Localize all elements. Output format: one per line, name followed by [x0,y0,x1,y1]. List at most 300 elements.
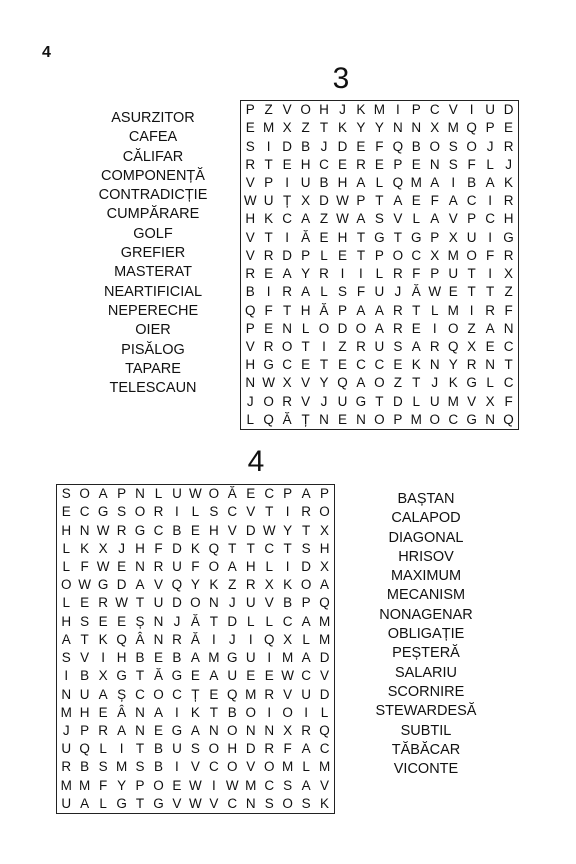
grid-letter: V [467,393,477,409]
grid-letter: N [153,631,164,647]
grid-letter: R [301,504,311,520]
grid-letter: O [466,247,477,263]
grid-letter: O [447,320,459,336]
grid-letter: U [466,229,477,245]
grid-letter: I [119,741,124,757]
grid-row [57,667,334,685]
grid-letter: Y [117,777,127,793]
grid-letter: S [80,613,90,629]
grid-letter: S [448,156,458,172]
grid-letter: Q [319,722,330,738]
grid-letter: V [80,650,90,666]
grid-letter: G [263,357,274,373]
grid-letter: X [98,540,108,556]
grid-letter: R [356,156,366,172]
grid-letter: R [153,504,164,520]
grid-letter: C [264,777,275,793]
grid-letter: O [134,504,146,520]
grid-letter: J [62,722,70,738]
grid-letter: R [429,338,440,354]
grid-letter: R [319,266,329,282]
grid-letter: C [282,613,293,629]
grid-letter: V [320,777,330,793]
grid-letter: V [245,174,255,190]
grid-letter: Â [135,631,145,647]
word-item: ASURZITOR [111,110,195,126]
grid-letter: J [486,138,494,154]
grid-letter: E [337,357,347,373]
grid-letter: E [153,722,163,738]
grid-letter: W [336,211,349,227]
grid-letter: I [322,338,326,354]
grid-letter: N [429,357,440,373]
grid-letter: A [356,174,366,190]
grid-letter: M [115,759,128,775]
grid-letter: S [264,795,274,811]
grid-letter: V [448,102,458,118]
grid-letter: U [263,193,274,209]
grid-letter: I [488,229,492,245]
grid-letter: N [208,595,219,611]
grid-letter: W [262,522,276,538]
grid-letter: D [245,522,256,538]
puzzle-number-4: 4 [247,445,265,478]
grid-letter: W [428,284,442,300]
grid-letter: X [430,120,440,136]
word-item: CUMPĂRARE [106,206,200,223]
grid-letter: N [61,686,72,702]
grid-letter: O [227,759,238,775]
grid-letter: R [466,357,477,373]
grid-letter: F [467,156,476,172]
grid-letter: Ă [411,284,421,300]
grid-letter: B [135,650,145,666]
grid-letter: R [392,320,403,336]
grid-letter: R [503,193,514,209]
grid-letter: O [190,595,201,611]
grid-letter: X [430,247,440,263]
grid-letter: D [503,102,514,118]
grid-letter: K [190,704,200,720]
grid-letter: T [504,357,513,373]
grid-letter: G [503,229,514,245]
grid-row [241,192,518,210]
grid-letter: Q [171,577,183,593]
grid-letter: I [285,174,289,190]
grid-letter: M [447,120,459,136]
grid-letter: V [245,338,255,354]
grid-letter: R [485,302,495,318]
grid-letter: E [337,247,347,263]
grid-letter: W [336,193,349,209]
grid-letter: E [393,357,403,373]
grid-letter: N [503,320,514,336]
grid-letter: E [190,522,200,538]
grid-letter: W [189,795,202,811]
grid-letter: N [153,613,164,629]
grid-letter: M [318,759,331,775]
grid-letter: Y [319,375,329,391]
grid-letter: M [282,759,294,775]
grid-letter: W [243,193,257,209]
grid-letter: E [264,320,274,336]
grid-letter: A [356,302,366,318]
grid-row [241,138,518,156]
grid-row [241,302,518,320]
grid-letter: A [485,320,495,336]
grid-row [241,119,518,137]
grid-letter: K [80,540,90,556]
grid-letter: T [485,284,495,300]
grid-letter: T [135,668,145,684]
page-number: 4 [42,44,51,61]
grid-letter: P [301,595,311,611]
grid-row [57,503,334,521]
grid-letter: Ă [282,411,292,427]
grid-letter: B [227,704,237,720]
grid-letter: Z [319,211,329,227]
grid-letter: Ț [191,686,200,702]
grid-letter: R [301,722,311,738]
grid-letter: E [337,411,347,427]
grid-letter: Q [466,120,477,136]
grid-letter: O [263,393,274,409]
grid-letter: O [282,704,293,720]
grid-letter: C [208,759,219,775]
grid-letter: F [430,193,439,209]
grid-letter: S [393,338,403,354]
word-item: CALAPOD [391,510,461,527]
grid-letter: W [115,595,128,611]
grid-letter: J [228,595,236,611]
grid-letter: E [264,266,274,282]
grid-letter: E [448,284,458,300]
word-item: HRISOV [398,548,454,565]
grid-letter: U [429,393,440,409]
grid-letter: V [172,795,182,811]
word-item: OIER [135,322,171,339]
grid-letter: A [190,722,200,738]
grid-letter: W [189,777,202,793]
grid-letter: G [97,504,109,520]
grid-letter: G [134,522,146,538]
grid-letter: H [135,540,145,556]
grid-letter: W [281,668,295,684]
grid-letter: P [135,777,145,793]
grid-letter: Ă [153,668,163,684]
grid-letter: G [153,795,164,811]
grid-letter: U [301,686,311,702]
letter-grid-4 [56,484,335,814]
grid-letter: P [356,193,366,209]
grid-letter: X [320,522,330,538]
grid-letter: B [283,595,293,611]
grid-letter: R [98,722,108,738]
grid-letter: B [172,522,182,538]
grid-letter: O [208,741,220,757]
grid-letter: L [302,759,310,775]
grid-letter: K [209,577,219,593]
grid-letter: Ă [227,486,237,502]
grid-letter: T [356,229,366,245]
grid-letter: N [264,722,275,738]
grid-letter: A [117,722,127,738]
grid-row [241,229,518,247]
grid-letter: K [411,357,421,373]
grid-letter: N [245,722,256,738]
grid-letter: T [135,595,145,611]
grid-letter: N [485,357,495,373]
grid-letter: S [337,284,347,300]
grid-letter: T [412,375,421,391]
grid-letter: T [264,229,273,245]
grid-letter: T [264,156,273,172]
grid-letter: U [300,174,311,190]
grid-letter: D [301,558,311,574]
grid-row [57,686,334,704]
grid-letter: Â [117,704,127,720]
grid-letter: T [467,284,476,300]
grid-letter: P [411,102,421,118]
grid-letter: I [304,704,308,720]
grid-letter: G [374,229,385,245]
grid-letter: C [448,411,459,427]
grid-letter: L [430,302,439,318]
grid-letter: T [356,247,366,263]
grid-row [57,485,334,503]
grid-letter: A [430,211,440,227]
grid-letter: E [172,777,182,793]
grid-letter: E [245,120,255,136]
grid-letter: S [98,759,108,775]
grid-letter: H [300,156,311,172]
grid-letter: B [467,174,477,190]
grid-letter: P [264,174,274,190]
grid-letter: J [394,284,402,300]
grid-letter: Z [228,577,237,593]
grid-letter: C [485,211,495,227]
grid-letter: R [245,577,256,593]
grid-letter: Q [503,411,514,427]
grid-letter: L [265,558,273,574]
grid-letter: B [172,650,182,666]
grid-letter: V [264,595,274,611]
grid-letter: Q [337,375,348,391]
grid-letter: R [116,522,127,538]
word-item: COMPONENȚĂ [101,167,205,184]
grid-letter: E [117,558,127,574]
grid-row [57,740,334,758]
grid-letter: K [356,102,366,118]
grid-letter: I [469,302,474,318]
grid-letter: V [301,393,311,409]
grid-row [57,558,334,576]
grid-letter: N [135,558,145,574]
grid-letter: L [375,266,384,282]
grid-row [57,722,334,740]
word-list-4 [346,490,506,779]
grid-letter: A [209,668,219,684]
grid-letter: A [301,777,311,793]
grid-row [241,283,518,301]
grid-letter: E [80,595,90,611]
grid-letter: I [248,631,253,647]
grid-row [57,540,334,558]
grid-letter: R [98,595,108,611]
grid-letter: A [430,174,440,190]
grid-letter: K [320,795,330,811]
grid-letter: E [411,156,421,172]
grid-letter: W [96,558,110,574]
grid-letter: R [263,338,274,354]
grid-letter: E [282,156,292,172]
grid-letter: E [246,486,256,502]
grid-letter: A [320,577,330,593]
grid-letter: V [320,668,330,684]
grid-row [241,338,518,356]
grid-letter: X [320,558,330,574]
grid-letter: C [153,522,164,538]
grid-letter: L [412,393,421,409]
grid-letter: P [337,302,347,318]
grid-letter: X [485,393,495,409]
grid-letter: C [79,504,90,520]
grid-letter: E [374,156,384,172]
grid-letter: S [61,486,71,502]
grid-letter: O [300,102,311,118]
grid-letter: H [319,540,330,556]
grid-letter: Ș [135,613,145,629]
grid-letter: A [135,577,145,593]
grid-letter: V [246,504,256,520]
grid-letter: T [246,540,255,556]
grid-letter: E [153,650,163,666]
grid-letter: A [98,486,108,502]
grid-letter: R [392,266,403,282]
grid-letter: T [301,522,311,538]
grid-letter: U [337,393,348,409]
grid-letter: A [227,558,237,574]
grid-letter: C [227,795,238,811]
grid-letter: O [208,558,220,574]
grid-letter: U [153,595,164,611]
grid-letter: D [392,393,403,409]
grid-letter: V [190,759,200,775]
grid-letter: H [319,102,329,118]
grid-letter: A [374,320,384,336]
grid-letter: Q [263,631,275,647]
word-item: MASTERAT [114,264,192,281]
grid-letter: O [392,247,404,263]
grid-letter: A [301,284,311,300]
grid-letter: Q [79,741,90,757]
word-item: NEARTIFICIAL [103,283,203,300]
grid-letter: M [245,686,257,702]
grid-letter: A [448,193,458,209]
grid-letter: Q [392,174,404,190]
grid-letter: P [393,156,403,172]
grid-letter: I [395,102,400,118]
grid-letter: U [61,741,72,757]
grid-letter: G [466,411,477,427]
grid-letter: S [448,138,458,154]
grid-letter: S [117,504,127,520]
grid-letter: O [153,777,164,793]
grid-letter: R [282,393,292,409]
grid-letter: K [98,631,108,647]
grid-letter: V [209,795,219,811]
grid-letter: I [359,266,363,282]
grid-letter: G [411,229,422,245]
grid-letter: C [356,357,366,373]
grid-row [57,576,334,594]
grid-letter: Q [116,631,127,647]
grid-letter: Ș [117,686,127,702]
grid-letter: J [246,393,254,409]
grid-row [241,393,518,411]
grid-letter: C [466,193,477,209]
grid-letter: K [264,211,274,227]
grid-letter: O [281,338,293,354]
grid-letter: Ă [190,631,200,647]
grid-letter: G [355,393,367,409]
grid-letter: S [135,759,145,775]
grid-letter: C [374,357,385,373]
grid-letter: G [171,722,183,738]
grid-letter: M [447,393,459,409]
grid-letter: C [264,540,275,556]
grid-letter: G [97,577,109,593]
grid-letter: C [319,741,330,757]
grid-letter: A [301,211,311,227]
grid-letter: Q [227,686,238,702]
grid-letter: Y [356,120,366,136]
grid-letter: O [153,686,164,702]
grid-letter: H [300,302,311,318]
grid-letter: M [60,704,72,720]
grid-letter: L [265,613,273,629]
grid-letter: F [375,138,384,154]
grid-letter: S [190,741,200,757]
grid-letter: A [80,795,90,811]
grid-letter: D [337,320,348,336]
grid-letter: Z [393,375,402,391]
grid-letter: X [448,229,458,245]
grid-letter: N [392,120,403,136]
grid-letter: U [79,686,90,702]
grid-letter: T [283,540,292,556]
grid-row [241,265,518,283]
grid-letter: P [245,102,255,118]
grid-letter: F [485,247,495,263]
grid-letter: E [337,156,347,172]
grid-letter: I [285,229,289,245]
word-item: BAȘTAN [397,491,455,507]
grid-letter: B [319,174,329,190]
grid-letter: X [264,577,274,593]
grid-letter: U [61,795,72,811]
grid-letter: H [245,357,256,373]
grid-letter: O [79,486,90,502]
grid-letter: L [302,631,310,647]
grid-letter: L [62,558,70,574]
word-list-3 [78,109,228,398]
grid-letter: Z [301,120,310,136]
grid-letter: D [282,247,292,263]
grid-letter: C [227,504,238,520]
grid-letter: H [503,211,514,227]
grid-letter: I [469,102,474,118]
